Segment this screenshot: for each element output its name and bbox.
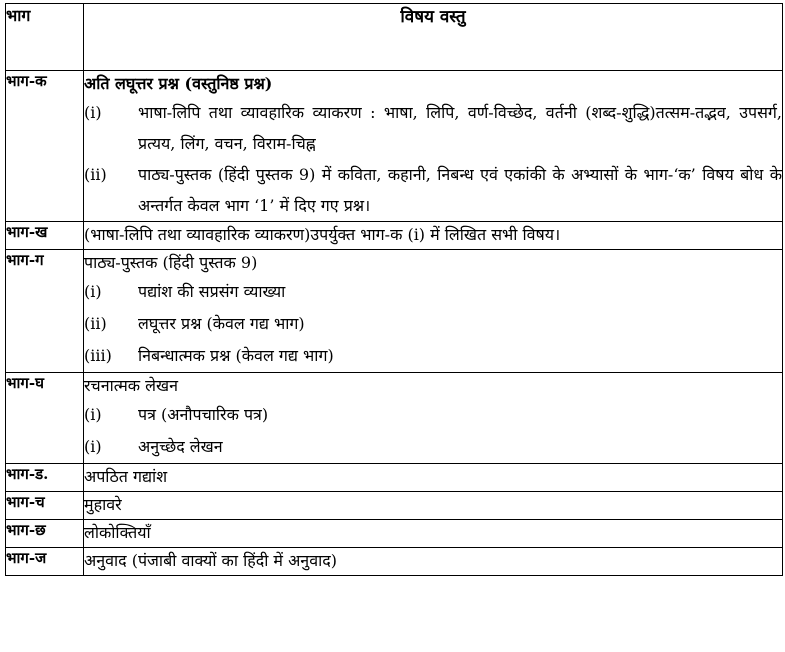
part-label: भाग-ज [6,548,84,576]
part-content [84,464,783,492]
header-content: विषय वस्तु [84,4,783,71]
list-item [84,340,782,372]
section-heading: रचनात्मक लेखन [84,376,178,395]
item-number: (ii) [84,314,107,333]
item-text: भाषा-लिपि तथा व्यावहारिक व्याकरण : भाषा, लिपि, वर्ण-विच्छेद, वर्तनी (शब्द-शुद्धि)तत्सम-तद्भव, उपसर्ग, प्रत्यय, लिंग, वचन, विराम-चिह्न [138,103,782,153]
list-item [84,431,782,463]
item-text: अनुच्छेद लेखन [138,437,223,456]
table-row [6,464,783,492]
part-content [84,71,783,222]
part-label: भाग-ग [6,250,84,373]
part-content [84,250,783,373]
item-number: (ii) [84,165,107,184]
part-content [84,548,783,576]
part-content [84,520,783,548]
section-text: अपठित गद्यांश [84,467,168,486]
list-item [84,399,782,431]
section-text: लोकोक्तियाँ [84,523,151,542]
part-label: भाग-ख [6,222,84,250]
item-number: (i) [84,103,102,122]
table-row [6,222,783,250]
part-content [84,373,783,464]
item-text: पद्यांश की सप्रसंग व्याख्या [138,282,286,301]
table-row [6,520,783,548]
part-content [84,492,783,520]
item-text: लघूत्तर प्रश्न (केवल गद्य भाग) [138,314,305,333]
part-label: भाग-छ [6,520,84,548]
table-row [6,250,783,373]
item-number: (i) [84,437,102,456]
list-item [84,276,782,308]
header-row [6,4,783,71]
table-row [6,71,783,222]
section-text: (भाषा-लिपि तथा व्यावहारिक व्याकरण)उपर्युक्त भाग-क (i) में लिखित सभी विषय। [84,225,561,244]
table-row [6,548,783,576]
section-heading: पाठ्य-पुस्तक (हिंदी पुस्तक 9) [84,253,258,272]
item-text: पाठ्य-पुस्तक (हिंदी पुस्तक 9) में कविता, कहानी, निबन्ध एवं एकांकी के अभ्यासों के भाग-‘क’ विषय बोध के अन्तर्गत केवल भाग ‘1’ में दिए गए प्रश्न। [138,165,782,215]
item-number: (iii) [84,346,112,365]
part-label: भाग-घ [6,373,84,464]
item-number: (i) [84,405,102,424]
section-text: अनुवाद (पंजाबी वाक्यों का हिंदी में अनुवाद) [84,551,337,570]
part-label: भाग-ड. [6,464,84,492]
item-text: निबन्धात्मक प्रश्न (केवल गद्य भाग) [138,346,334,365]
part-label: भाग-च [6,492,84,520]
header-part: भाग [6,4,84,71]
list-item [84,97,782,159]
syllabus-table [5,3,783,576]
item-number: (i) [84,282,102,301]
list-item [84,308,782,340]
part-content [84,222,783,250]
section-heading: अति लघूत्तर प्रश्न (वस्तुनिष्ठ प्रश्न) [84,74,273,93]
item-text: पत्र (अनौपचारिक पत्र) [138,405,269,424]
table-row [6,492,783,520]
table-row [6,373,783,464]
part-label: भाग-क [6,71,84,222]
section-text: मुहावरे [84,495,122,514]
list-item [84,159,782,221]
